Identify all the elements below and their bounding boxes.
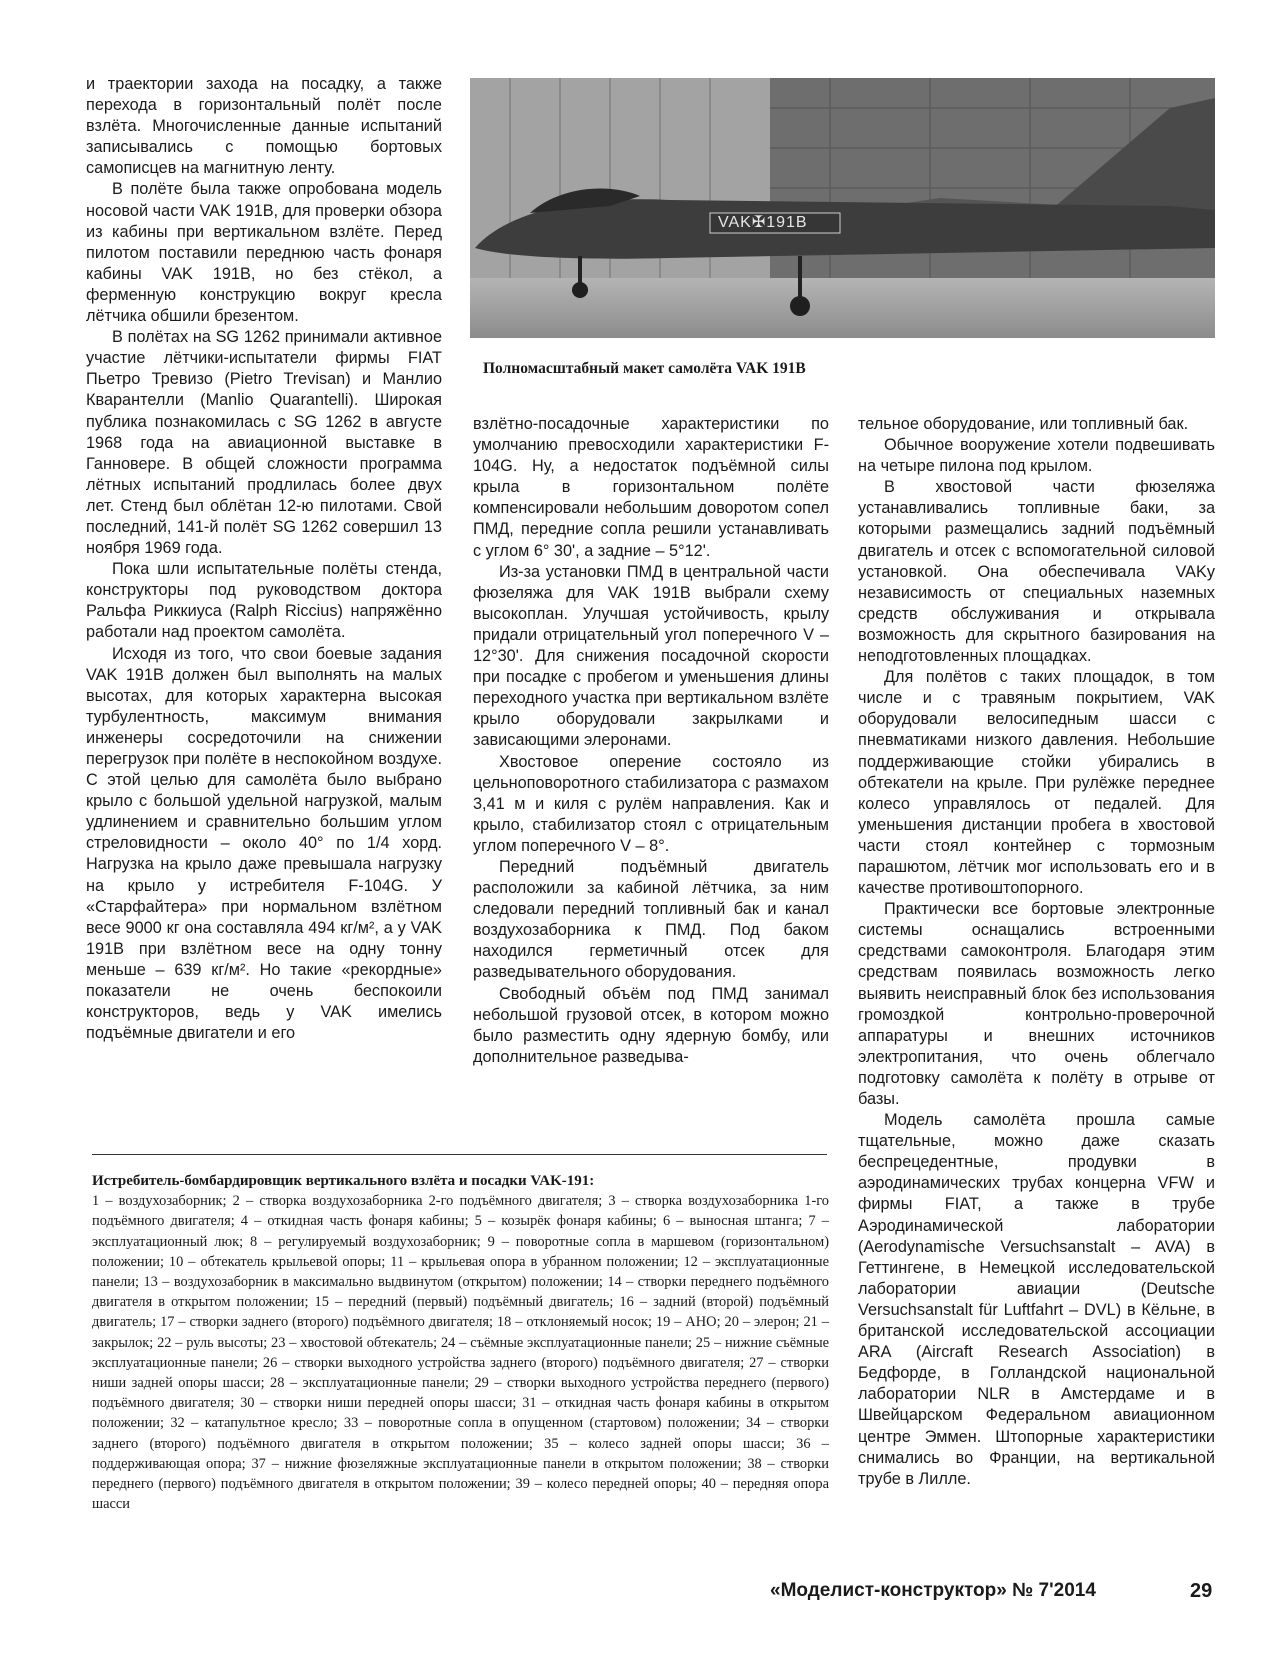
paragraph: Из-за установки ПМД в центральной части фюзеляжа для VAK 191B выбрали схему высокоплан. Улучшая устойчивость, крылу придали отрицательный угол поперечного V – 12°30'. Для снижения посадочной скорости при посадке с пробегом и уменьшения длины переходного участка при вертикальном взлёте крыло оборудовали закрылками и зависающими элеронами. [473, 562, 829, 750]
paragraph: и траектории захода на посадку, а также перехода в горизонтальный полёт после взлёта. Многочисленные данные испытаний записывались с помощью бортовых самописцев на магнитную ленту. [86, 75, 442, 178]
paragraph: Исходя из того, что свои боевые задания VAK 191B должен был выполнять на малых высотах, для которых характерна высокая турбулентность, максимум внимания инженеры сосредоточили на снижении перегрузок при полёте в неспокойном воздухе. С этой целью для самолёта было выбрано крыло с большой удельной нагрузкой, малым удлинением и сравнительно большим углом стреловидности – около 40° по 1/4 хорд. Нагрузка на крыло даже превышала нагрузку на крыло у истребителя F-104G. У «Старфайтера» при нормальном взлётном весе 9000 кг она составляла 494 кг/м², а у VAK 191B при взлётном весе на одну тонну меньше – 639 кг/м². Но такие «рекордные» показатели не очень беспокоили конструкторов, ведь у VAK имелись подъёмные двигатели и его [86, 644, 442, 1043]
figure-legend [92, 1171, 829, 1514]
paragraph: Обычное вооружение хотели подвешивать на четыре пилона под крылом. [858, 436, 1215, 476]
paragraph: тельное оборудование, или топливный бак. [858, 415, 1189, 433]
legend-title: Истребитель-бомбардировщик вертикального взлёта и посадки VAK-191: [92, 1173, 595, 1189]
text-column-3 [858, 414, 1215, 1490]
fuselage-marking: VAK✠191B [718, 214, 808, 231]
paragraph: взлётно-посадочные характеристики по умолчанию превосходили характеристики F-104G. Ну, а недостаток подъёмной силы крыла в горизонтальном полёте компенсировали небольшим доворотом сопел ПМД, передние сопла решили устанавливать с углом 6° 30', а задние – 5°12'. [473, 415, 829, 560]
text-column-2 [473, 414, 829, 1068]
paragraph: Хвостовое оперение состояло из цельноповоротного стабилизатора с размахом 3,41 м и киля с рулём направления. Как и крыло, стабилизатор стоял с отрицательным углом поперечного V – 8°. [473, 752, 829, 855]
page-number: 29 [1190, 1580, 1213, 1602]
legend-text: 1 – воздухозаборник; 2 – створка воздухозаборника 2-го подъёмного двигателя; 3 – створка воздухозаборника 1-го подъёмного двигателя; 4 – откидная часть фонаря кабины; 5 – козырёк фонаря кабины; 6 – выносная штанга; 7 – эксплуатационный люк; 8 – регулируемый воздухозаборник; 9 – поворотные сопла в маршевом (горизонтальном) положении; 10 – обтекатель крыльевой опоры; 11 – крыльевая опора в убранном положении; 12 – эксплуатационные панели; 13 – воздухозаборник в максимально выдвинутом (открытом) положении; 14 – створки переднего подъёмного двигателя в открытом положении; 15 – передний (первый) подъёмный двигатель; 16 – задний (второй) подъёмный двигатель; 17 – створки заднего (второго) подъёмного двигателя; 18 – отклоняемый носок; 19 – АНО; 20 – элерон; 21 – закрылок; 22 – руль высоты; 23 – хвостовой обтекатель; 24 – съёмные эксплуатационные панели; 25 – нижние съёмные эксплуатационные панели; 26 – створки выходного устройства заднего (второго) подъёмного двигателя; 27 – створки ниши задней опоры шасси; 28 – эксплуатационные панели; 29 – створки выходного устройства переднего (первого) подъёмного двигателя; 30 – створки ниши передней опоры шасси; 31 – откидная часть фонаря кабины в открытом положении; 32 – катапультное кресло; 33 – поворотные сопла в опущенном (стартовом) положении; 34 – створки заднего (второго) подъёмного двигателя в открытом положении; 35 – колесо задней опоры шасси; 36 – поддерживающая опора; 37 – нижние фюзеляжные эксплуатационные панели в открытом положении; 38 – створки переднего (первого) подъёмного двигателя в открытом положении; 39 – колесо передней опоры; 40 – передняя опора шасси [92, 1193, 829, 1513]
aircraft-photo [470, 78, 1215, 338]
photo-caption: Полномасштабный макет самолёта VAK 191B [483, 360, 806, 377]
paragraph: Пока шли испытательные полёты стенда, конструкторы под руководством доктора Ральфа Риккиуса (Ralph Riccius) напряжённо работали над проектом самолёта. [86, 560, 442, 642]
paragraph: Для полётов с таких площадок, в том числе и с травяным покрытием, VAK оборудовали велосипедным шасси с пневматиками низкого давления. Небольшие поддерживающие стойки убирались в обтекатели на крыле. При рулёжке переднее колесо управлялось от педалей. Для уменьшения дистанции пробега в хвостовой части стоял контейнер с тормозным парашютом, лётчик мог использовать его и в качестве противоштопорного. [858, 668, 1215, 898]
paragraph: Передний подъёмный двигатель расположили за кабиной лётчика, за ним следовали передний топливный бак и канал воздухозаборника к ПМД. Под баком находился герметичный отсек для разведывательного оборудования. [473, 857, 829, 982]
aircraft-photo-illustration [470, 78, 1215, 338]
legend-divider [92, 1154, 827, 1155]
text-column-1 [86, 74, 442, 1044]
paragraph: Свободный объём под ПМД занимал небольшой грузовой отсек, в котором можно было разместить одну ядерную бомбу, или дополнительное разведыва- [473, 984, 829, 1066]
paragraph: В полёте была также опробована модель носовой части VAK 191B, для проверки обзора из кабины при вертикальном взлёте. Перед пилотом поставили переднюю часть фонаря кабины VAK 191B, но без стёкол, а ферменную конструкцию вокруг кресла лётчика обшили брезентом. [86, 180, 442, 326]
paragraph: В полётах на SG 1262 принимали активное участие лётчики-испытатели фирмы FIAT Пьетро Тревизо (Pietro Trevisan) и Манлио Кварантелли (Manlio Quarantelli). Широкая публика познакомилась с SG 1262 в августе 1968 года на авиационной выставке в Ганновере. В общей сложности программа лётных испытаний продлилась более двух лет. Стенд был облётан 12-ю пилотами. Свой последний, 141-й полёт SG 1262 совершил 13 ноября 1969 года. [86, 328, 442, 558]
magazine-issue: «Моделист-конструктор» № 7'2014 [770, 1580, 1096, 1601]
paragraph: Модель самолёта прошла самые тщательные, можно даже сказать беспрецедентные, продувки в аэродинамических трубах концерна VFW и фирмы FIAT, а также в трубе Аэродинамической лаборатории (Aerodynamische Versuchsanstalt – AVA) в Геттингене, в Немецкой исследовательской лаборатории авиации (Deutsche Versuchsanstalt für Luftfahrt – DVL) в Кёльне, в британской исследовательской ассоциации ARA (Aircraft Research Association) в Бедфорде, в Голландской национальной лаборатории NLR в Амстердаме и в Швейцарском Федеральном авиационном центре Эммен. Штопорные характеристики снимались во Франции, на вертикальной трубе в Лилле. [858, 1111, 1215, 1488]
paragraph: Практически все бортовые электронные системы оснащались встроенными средствами самоконтроля. Благодаря этим средствам появилась возможность легко выявить неисправный блок без использования громоздкой контрольно-проверочной аппаратуры и внешних источников электропитания, что очень облегчало подготовку самолёта к полёту в отрыве от базы. [858, 900, 1215, 1108]
paragraph: В хвостовой части фюзеляжа устанавливались топливные баки, за которыми размещались задний подъёмный двигатель и отсек с вспомогательной силовой установкой. Она обеспечивала VAKу независимость от специальных наземных средств обслуживания и открывала возможность для скрытного базирования на неподготовленных площадках. [858, 478, 1215, 666]
